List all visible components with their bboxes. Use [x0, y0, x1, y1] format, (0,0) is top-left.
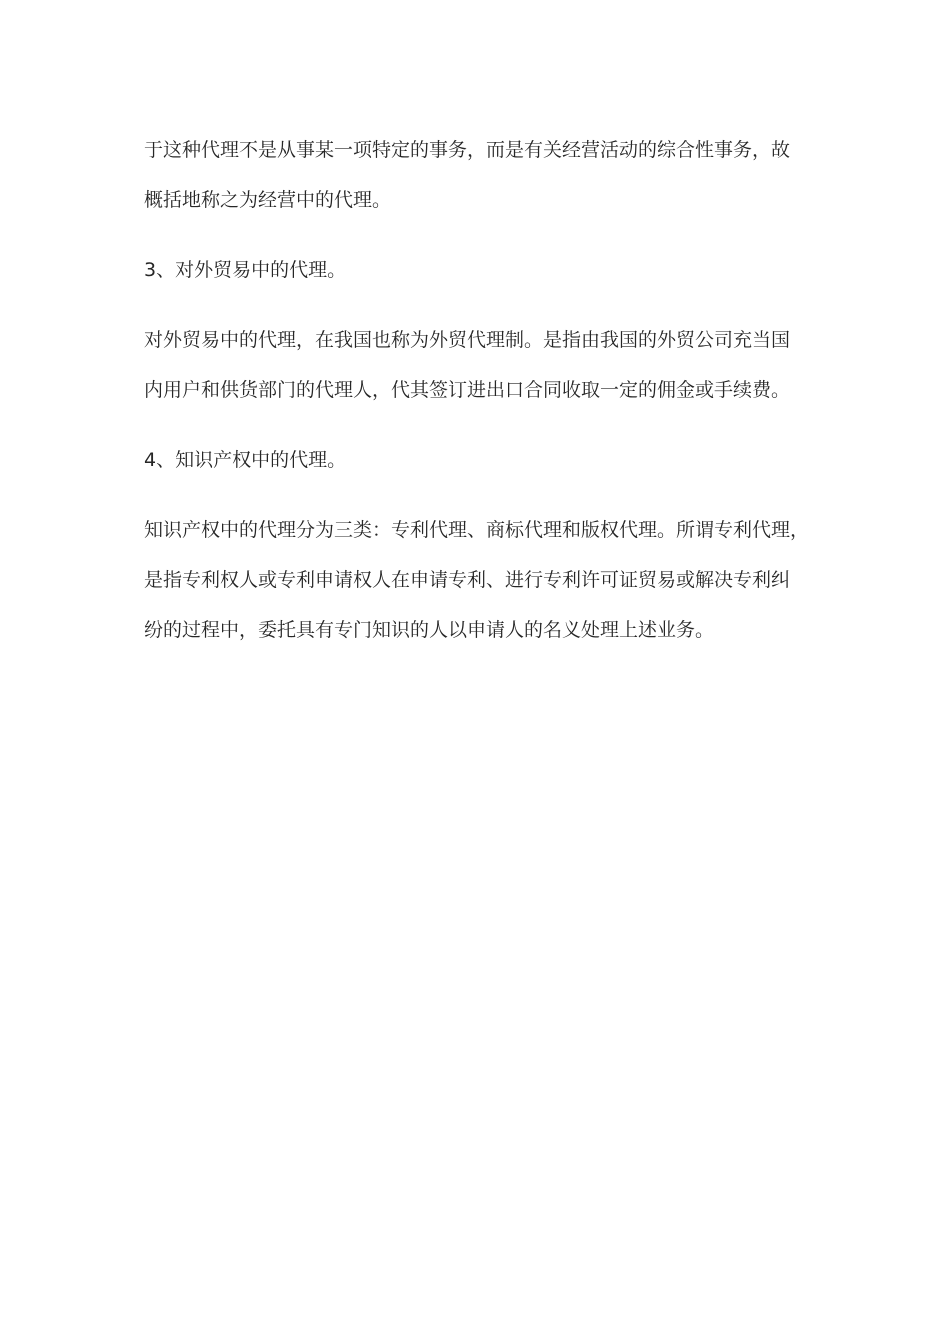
paragraph-line: 概括地称之为经营中的代理。 — [144, 189, 392, 211]
paragraph-line: 于这种代理不是从事某一项特定的事务，而是有关经营活动的综合性事务，故 — [144, 139, 791, 161]
paragraph-line: 对外贸易中的代理，在我国也称为外贸代理制。是指由我国的外贸公司充当国 — [144, 329, 791, 351]
section-heading: 4、知识产权中的代理。 — [144, 449, 347, 471]
paragraph-line: 是指专利权人或专利申请权人在申请专利、进行专利许可证贸易或解决专利纠 — [144, 569, 791, 591]
paragraph-line: 知识产权中的代理分为三类：专利代理、商标代理和版权代理。所谓专利代理， — [144, 519, 810, 541]
section-heading: 3、对外贸易中的代理。 — [144, 259, 347, 281]
paragraph-line: 纷的过程中，委托具有专门知识的人以申请人的名义处理上述业务。 — [144, 619, 715, 641]
paragraph-line: 内用户和供货部门的代理人，代其签订进出口合同收取一定的佣金或手续费。 — [144, 379, 791, 401]
